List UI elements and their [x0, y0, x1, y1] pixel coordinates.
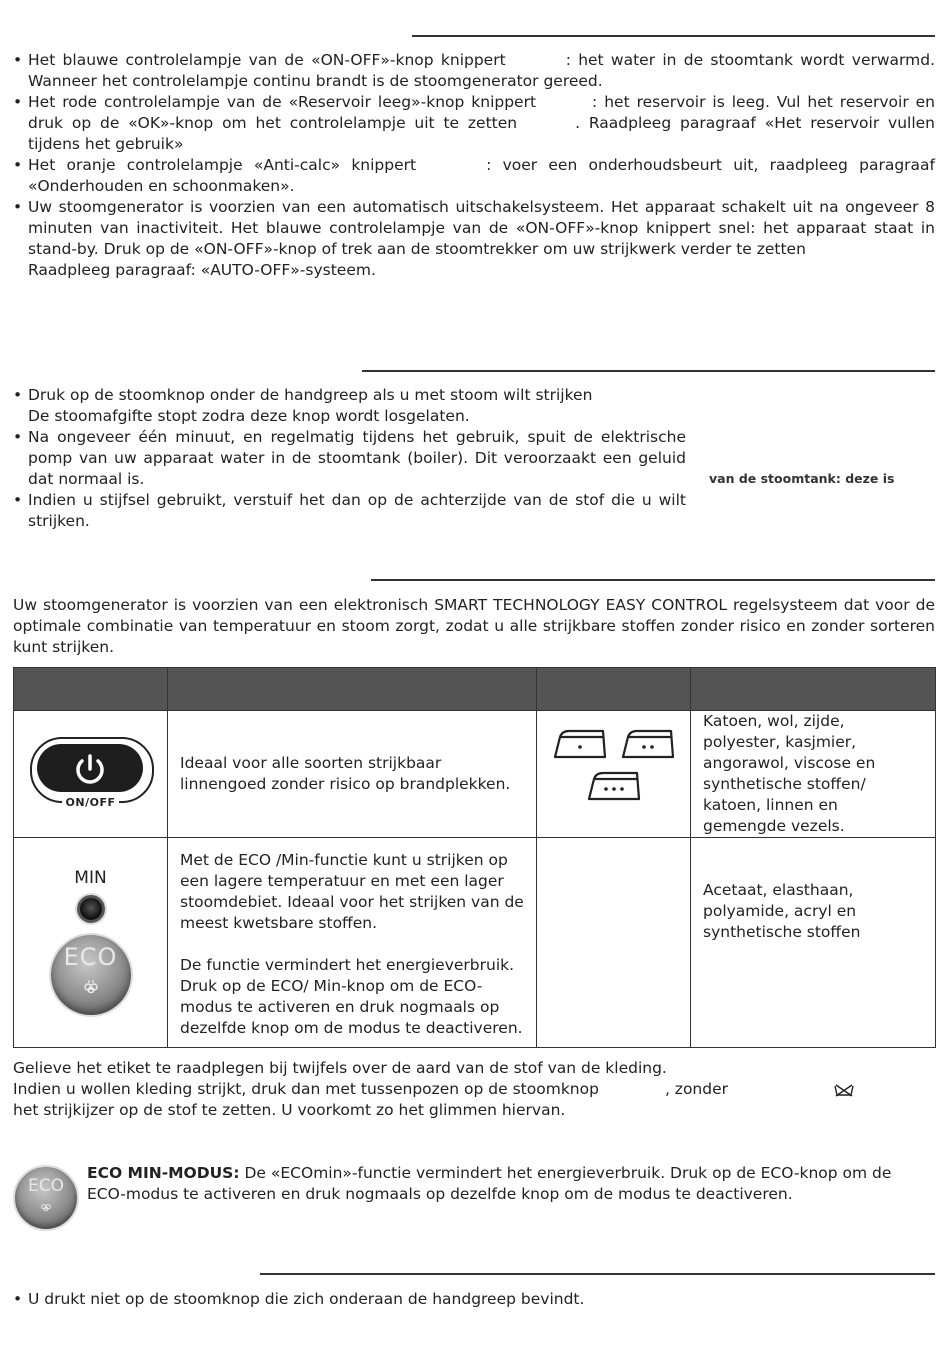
- section-rule: [260, 1273, 935, 1275]
- do-not-wash-icon: [834, 1083, 854, 1097]
- eco-min-mode-paragraph: ECO MIN-MODUS: De «ECOmin»-functie vermindert het energieverbruik. Druk op de ECO-knop om de ECO-modus te activeren en druk nogmaals op dezelfde knop om de modus te deactiveren.: [87, 1164, 892, 1203]
- indicator-lights-section: [13, 50, 935, 281]
- fabric-settings-table: [13, 667, 936, 1048]
- eco-drop-icon: [41, 1201, 51, 1211]
- button-cell: [14, 838, 168, 1048]
- section-rule: [412, 35, 935, 37]
- list-item: • Het oranje controlelampje «Anti-calc» knippert : voer een onderhoudsbeurt uit, raadpleeg paragraaf «Onderhouden en schoonmaken».: [13, 155, 935, 197]
- table-row: [14, 711, 936, 838]
- description-cell: Ideaal voor alle soorten strijkbaar linnengoed zonder risico op brandplekken.: [168, 711, 537, 838]
- table-header-cell: [691, 668, 936, 711]
- table-header-cell: [14, 668, 168, 711]
- list-item: • Het blauwe controlelampje van de «ON-OFF»-knop knippert : het water in de stoomtank wordt verwarmd. Wanneer het controlelampje continu brandt is de stoomgenerator gereed.: [13, 50, 935, 92]
- iron-three-dots-icon: [587, 771, 641, 801]
- eco-drop-icon: [84, 979, 98, 993]
- table-header-row: [14, 668, 936, 711]
- troubleshooting-section: [13, 1289, 935, 1310]
- min-indicator-light: [77, 895, 105, 923]
- section-rule: [371, 579, 935, 581]
- iron-one-dot-icon: [553, 729, 607, 759]
- iron-temperature-symbols: [553, 729, 675, 809]
- table-header-cell: [537, 668, 691, 711]
- temperature-cell: [537, 838, 691, 1048]
- list-item: • Het rode controlelampje van de «Reservoir leeg»-knop knippert : het reservoir is leeg. Vul het reservoir en druk op de «OK»-knop om het controlelampje uit te zetten . Raadpleeg paragraaf «Het reservoir vullen tijdens het gebruik»: [13, 92, 935, 155]
- section-rule: [362, 370, 935, 372]
- list-item: • Uw stoomgenerator is voorzien van een automatisch uitschakelsysteem. Het apparaat schakelt uit na ongeveer 8 minuten van inactiviteit. Het blauwe controlelampje van de «ON-OFF»-knop knippert snel: het apparaat staat in stand-by. Druk op de «ON-OFF»-knop of trek aan de stoomtrekker om uw strijkwerk verder te zetten Raadpleeg paragraaf: «AUTO-OFF»-systeem.: [13, 197, 935, 281]
- temperature-cell: [537, 711, 691, 838]
- fabrics-cell: Acetaat, elasthaan, polyamide, acryl en synthetische stoffen: [691, 838, 936, 1048]
- description-cell: Met de ECO /Min-functie kunt u strijken op een lagere temperatuur en met een lager stoomdebiet. Ideaal voor het strijken van de meest kwetsbare stoffen. De functie vermindert het energieverbruik. Druk op de ECO/ Min-knop om de ECO-modus te activeren en druk nogmaals op dezelfde knop om de modus te deactiveren.: [168, 838, 537, 1048]
- fabrics-cell: Katoen, wol, zijde, polyester, kasjmier, angorawol, viscose en synthetische stoffen/ katoen, linnen en gemengde vezels.: [691, 711, 936, 838]
- table-row: [14, 838, 936, 1048]
- eco-button[interactable]: ECO: [49, 933, 133, 1017]
- side-note: van de stoomtank: deze is: [709, 471, 895, 486]
- off-label: OFF: [89, 796, 116, 809]
- list-item: • Druk op de stoomknop onder de handgreep als u met stoom wilt strijken De stoomafgifte stopt zodra deze knop wordt losgelaten.: [13, 385, 686, 427]
- button-cell: [14, 711, 168, 838]
- list-item: • Na ongeveer één minuut, en regelmatig tijdens het gebruik, spuit de elektrische pomp van uw apparaat water in de stoomtank (boiler). Dit veroorzaakt een geluid dat normaal is.: [13, 427, 686, 490]
- eco-button-icon: ECO: [13, 1165, 79, 1231]
- list-item: • U drukt niet op de stoomknop die zich onderaan de handgreep bevindt.: [13, 1289, 935, 1310]
- table-header-cell: [168, 668, 537, 711]
- power-icon: [37, 744, 143, 792]
- list-item: • Indien u stijfsel gebruikt, verstuif het dan op de achterzijde van de stof die u wilt strijken.: [13, 490, 686, 532]
- on-off-button[interactable]: ON/OFF: [30, 737, 152, 801]
- smart-technology-intro: Uw stoomgenerator is voorzien van een elektronisch SMART TECHNOLOGY EASY CONTROL regelsysteem dat voor de optimale combinatie van temperatuur en stoom zorgt, zodat u alle strijkbare stoffen zonder risico en zonder sorteren kunt strijken.: [13, 596, 935, 656]
- iron-two-dots-icon: [621, 729, 675, 759]
- on-label: ON: [65, 796, 86, 809]
- fabric-notes: Gelieve het etiket te raadplegen bij twijfels over de aard van de stof van de kleding. Indien u wollen kleding strijkt, druk dan met tussenpozen op de stoomknop , zonder het strijkijzer op de stof te zetten. U voorkomt zo het glimmen hiervan.: [13, 1058, 935, 1121]
- min-label: MIN: [74, 868, 107, 888]
- steam-usage-section: [13, 385, 686, 532]
